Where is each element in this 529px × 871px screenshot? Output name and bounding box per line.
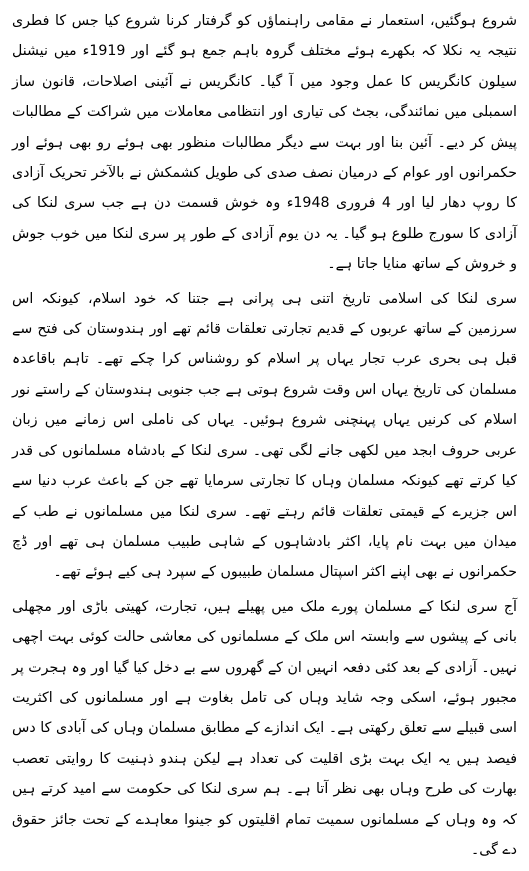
paragraph-muslims-today: آج سری لنکا کے مسلمان پورے ملک میں پھیلے ہیں، تجارت، کھیتی باڑی اور مچھلی بانی کے پیشوں سے وابستہ اس ملک کے مسلمانوں کی معاشی حالت کوئی بہت اچھی نہیں۔ آزادی کے بعد کئی دفعہ انہیں ان کے گھروں سے بے دخل کیا گیا اور وہ ہجرت پر مجبور ہوئے، اسکی وجہ شاید وہاں کی تامل بغاوت ہے اور مسلمانوں کی اکثریت اسی قبیلے سے تعلق رکھتی ہے۔ ایک اندازے کے مطابق مسلمان وہاں کی آبادی کا دس فیصد ہیں یہ ایک بہت بڑی اقلیت کی تعداد ہے لیکن ہندو ذہنیت کا روایتی تعصب بھارت کی طرح وہاں بھی نظر آتا ہے۔ ہم سری لنکا کی حکومت سے امید کرتے ہیں کہ وہ وہاں کے مسلمانوں سمیت تمام اقلیتوں کو جینوا معاہدے کے تحت جائز حقوق دے گی۔ <box>12 598 517 858</box>
paragraph-independence: شروع ہوگئیں، استعمار نے مقامی راہنماؤں کو گرفتار کرنا شروع کیا جس کا فطری نتیجہ یہ نکلا کہ بکھرے ہوئے مختلف گروہ باہم جمع ہو گئے اور 1919ء میں نیشنل سیلون کانگریس کا عمل وجود میں آ گیا۔ کانگریس نے آئینی اصلاحات، قانون ساز اسمبلی میں نمائندگی، بجٹ کی تیاری اور انتظامی معاملات میں شراکت کے مطالبات پیش کر دیے۔ آئین بنا اور بہت سے دیگر مطالبات منظور بھی ہوئے رو بھی ہوئے اور حکمرانوں اور عوام کے درمیان نصف صدی کی طویل کشمکش نے بالآخر تحریک آزادی کا روپ دھار لیا اور 4 فروری 1948ء وہ خوش قسمت دن ہے جب سری لنکا کی آزادی کا سورج طلوع ہو گیا۔ یہ دن یوم آزادی کے طور پر سری لنکا میں خوب جوش و خروش کے ساتھ منایا جاتا ہے۔ <box>12 13 518 273</box>
paragraph-islamic-history: سری لنکا کی اسلامی تاریخ اتنی ہی پرانی ہے جتنا کہ خود اسلام، کیونکہ اس سرزمین کے ساتھ عربوں کے قدیم تجارتی تعلقات قائم تھے اور ہندوستان کی فتح سے قبل ہی بحری عرب تجار یہاں پر اسلام کو روشناس کرا چکے تھے۔ تاہم باقاعدہ مسلمان کی تاریخ یہاں اس وقت شروع ہوتی ہے جب جنوبی ہندوستان کے راستے نور اسلام کی کرنیں یہاں پہنچنی شروع ہوئیں۔ یہاں کی ناملی اس زمانے میں زبان عربی حروف ابجد میں لکھی جانے لگی تھی۔ سری لنکا کے بادشاہ مسلمانوں کی قدر کیا کرتے تھے کیونکہ مسلمان وہاں کا تجارتی سرمایا تھے جن کے باعث عرب دنیا سے اس جزیرے کے قیمتی تعلقات قائم رہتے تھے۔ سری لنکا میں مسلمانوں نے طب کے میدان میں بہت نام پایا، اکثر بادشاہوں کے شاہی طبیب مسلمان ہی تھے اور ڈچ حکمرانوں نے بھی اپنے اکثر اسپتال مسلمان طبیبوں کے سپرد ہی کیے ہوئے تھے۔ <box>12 290 517 581</box>
